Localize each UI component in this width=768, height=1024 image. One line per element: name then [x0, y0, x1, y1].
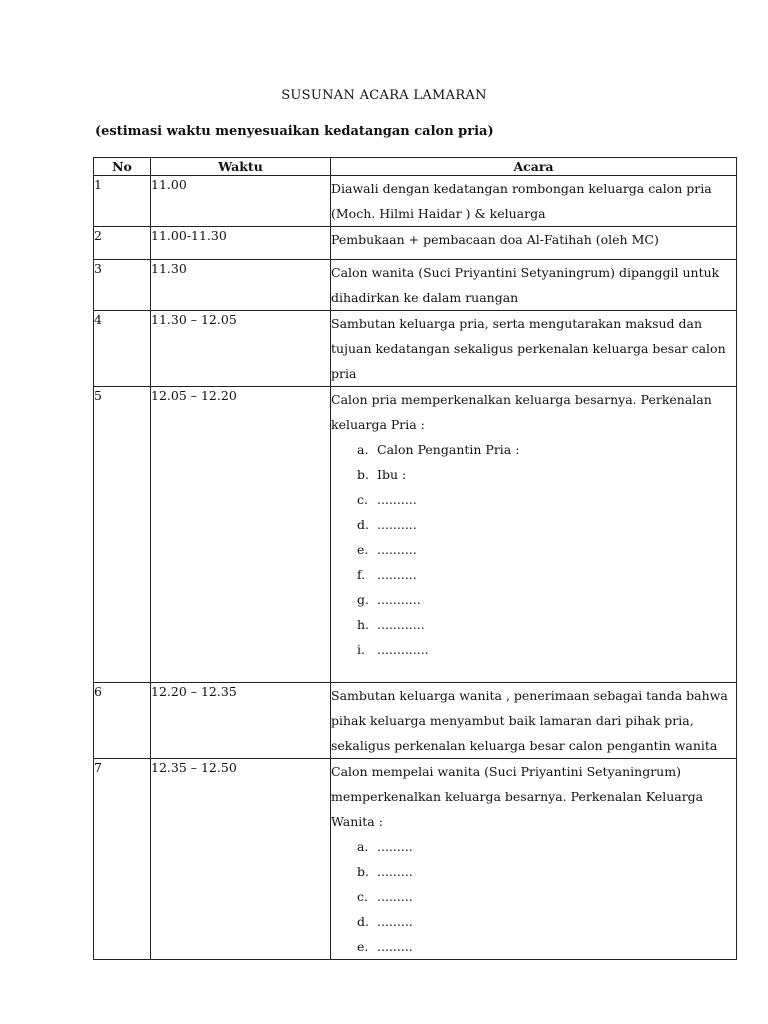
list-marker: d.: [357, 517, 369, 532]
row-time: 11.30 – 12.05: [151, 311, 331, 387]
row-event: Sambutan keluarga pria, serta mengutarakan maksud dan tujuan kedatangan sekaligus perkenalan keluarga besar calon pria: [331, 311, 737, 387]
list-item: [357, 909, 736, 934]
list-item: [357, 859, 736, 884]
row-event: Diawali dengan kedatangan rombongan keluarga calon pria (Moch. Hilmi Haidar ) & keluarga: [331, 176, 737, 227]
row-no: 2: [94, 227, 151, 260]
list-text: ..........: [377, 542, 417, 557]
list-marker: c.: [357, 492, 368, 507]
row-event: Calon mempelai wanita (Suci Priyantini Setyaningrum) memperkenalkan keluarga besarnya. Perkenalan Keluarga Wanita :: [331, 764, 704, 829]
table-header-row: [94, 158, 737, 176]
document-subtitle: (estimasi waktu menyesuaikan kedatangan calon pria): [95, 124, 494, 139]
table-row: [94, 227, 737, 260]
list-item: [357, 612, 736, 637]
list-item: [357, 587, 736, 612]
list-marker: e.: [357, 939, 369, 954]
table-row: [94, 387, 737, 683]
list-marker: e.: [357, 542, 369, 557]
list-marker: f.: [357, 567, 366, 582]
list-marker: a.: [357, 839, 369, 854]
row-time: 12.05 – 12.20: [151, 387, 331, 683]
list-text: ...........: [377, 592, 421, 607]
list-item: [357, 834, 736, 859]
row-no: 1: [94, 176, 151, 227]
row-event: Calon wanita (Suci Priyantini Setyaningrum) dipanggil untuk dihadirkan ke dalam ruangan: [331, 260, 737, 311]
row-no: 7: [94, 759, 151, 960]
row-no: 4: [94, 311, 151, 387]
list-marker: d.: [357, 914, 369, 929]
list-item: [357, 512, 736, 537]
list-item: [357, 437, 736, 462]
row-time: 11.00: [151, 176, 331, 227]
list-text: Calon Pengantin Pria :: [377, 442, 520, 457]
document-title: SUSUNAN ACARA LAMARAN: [281, 88, 487, 103]
row-no: 5: [94, 387, 151, 683]
header-no: No: [94, 158, 151, 176]
list-text: ..........: [377, 492, 417, 507]
list-item: [357, 487, 736, 512]
list-item: [357, 562, 736, 587]
list-item: [357, 934, 736, 959]
row-event: Calon pria memperkenalkan keluarga besarnya. Perkenalan keluarga Pria :: [331, 392, 712, 432]
list-marker: g.: [357, 592, 369, 607]
row-no: 3: [94, 260, 151, 311]
row-event: Sambutan keluarga wanita , penerimaan sebagai tanda bahwa pihak keluarga menyambut baik lamaran dari pihak pria, sekaligus perkenalan keluarga besar calon pengantin wanita: [331, 683, 737, 759]
list-text: .........: [377, 839, 413, 854]
row-event-cell: [331, 759, 737, 960]
row-event: Pembukaan + pembacaan doa Al-Fatihah (oleh MC): [331, 227, 737, 260]
list-text: ............: [377, 617, 425, 632]
header-acara: Acara: [331, 158, 737, 176]
list-marker: b.: [357, 864, 369, 879]
row-time: 12.35 – 12.50: [151, 759, 331, 960]
row-time: 11.00-11.30: [151, 227, 331, 260]
row-time: 12.20 – 12.35: [151, 683, 331, 759]
list-marker: a.: [357, 442, 369, 457]
list-text: .........: [377, 914, 413, 929]
list-text: .........: [377, 939, 413, 954]
family-list-wanita: [331, 834, 736, 959]
list-marker: b.: [357, 467, 369, 482]
list-text: ..........: [377, 567, 417, 582]
list-item: [357, 884, 736, 909]
row-no: 6: [94, 683, 151, 759]
agenda-table: [93, 157, 737, 960]
table-row: [94, 260, 737, 311]
list-item: [357, 637, 736, 662]
list-item: [357, 537, 736, 562]
header-waktu: Waktu: [151, 158, 331, 176]
list-text: .........: [377, 889, 413, 904]
list-text: .............: [377, 642, 429, 657]
list-item: [357, 462, 736, 487]
list-text: .........: [377, 864, 413, 879]
table-row: [94, 683, 737, 759]
table-row: [94, 176, 737, 227]
table-row: [94, 759, 737, 960]
list-marker: h.: [357, 617, 370, 632]
table-row: [94, 311, 737, 387]
family-list-pria: [331, 437, 736, 662]
list-text: ..........: [377, 517, 417, 532]
row-time: 11.30: [151, 260, 331, 311]
list-marker: i.: [357, 642, 365, 657]
list-marker: c.: [357, 889, 368, 904]
row-event-cell: [331, 387, 737, 683]
list-text: Ibu :: [377, 467, 407, 482]
